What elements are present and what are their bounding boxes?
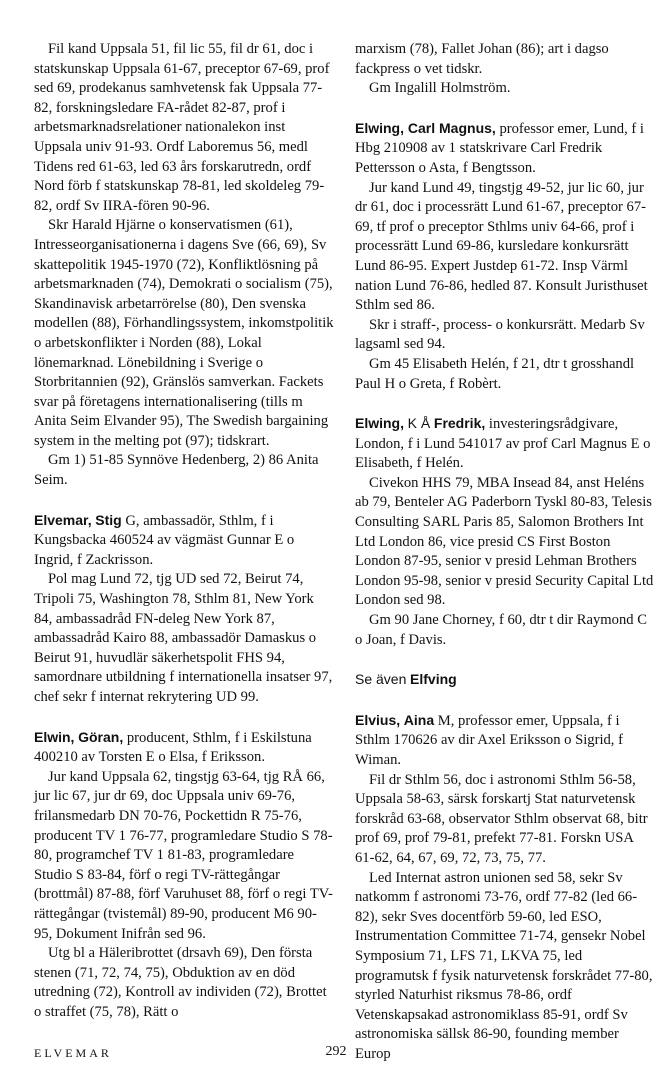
- entry-heading: [355, 119, 655, 179]
- biography-entry-elvius: [355, 711, 655, 1065]
- entry-given-name: Stig: [95, 511, 122, 528]
- entry-surname: Elvemar,: [34, 511, 92, 528]
- entry-heading: [355, 711, 655, 771]
- entry-intro: G, ambassadör, Sthlm, f i Kungsbacka 460524 av vägmäst Gunnar E o Ingrid, f Zackrisson.: [34, 512, 295, 568]
- continued-entry: [355, 40, 655, 99]
- right-column: [355, 40, 655, 1085]
- biography-entry-elwing-carl-magnus: [355, 119, 655, 394]
- entry-paragraph: Fil kand Uppsala 51, fil lic 55, fil dr 61, doc i statskunskap Uppsala 61-67, preceptor 67-69, prof sed 69, prodekanus samhvetensk fak Uppsala 77-82, forskningsledare FA-rådet 82-87, prof i arbetsmarknadsrelationer nationalekon inst Uppsala univ 91-93. Ordf Laboremus 56, medl Tidens red 61-63, led 63 års forskarutredn, ordf Nord förb f statskunskap 78-81, led skoldeleg 79-82, ordf Sv IIRA-fören 90-96.: [34, 41, 330, 214]
- see-also-prefix: Se även: [355, 671, 407, 688]
- entry-intro: producent, Sthlm, f i Eskilstuna 400210 av Torsten E o Elsa, f Eriksson.: [34, 729, 312, 766]
- entry-paragraph: Utg bl a Häleribrottet (drsavh 69), Den första stenen (71, 72, 74, 75), Obduktion av en död utredning (72), Kontroll av individen (72), Brottet o straffet (75, 78), Rätt o: [34, 945, 327, 1020]
- entry-paragraph: marxism (78), Fallet Johan (86); art i dagso fackpress o vet tidskr.: [355, 41, 609, 77]
- entry-paragraph: Jur kand Lund 49, tingstjg 49-52, jur lic 60, jur dr 61, doc i processrätt Lund 61-67, preceptor 67-69, tf prof o preceptor Sthlms univ 64-66, prof i processrätt Lund 69-86, kursledare konkursrätt Lund 86-95. Expert Justdep 61-72. Insp Värml nation Lund 76-86, hedled 87. Konsult Juristhuset Sthlm sed 86.: [355, 179, 648, 314]
- entry-heading: [34, 728, 334, 768]
- entry-given-name: K Å: [407, 415, 431, 432]
- biography-entry-elvemar: [34, 511, 334, 708]
- entry-given-name: Göran,: [78, 728, 124, 745]
- entry-surname: Elwin,: [34, 728, 75, 745]
- entry-paragraph: Gm 90 Jane Chorney, f 60, dtr t dir Raymond C o Joan, f Davis.: [355, 612, 647, 648]
- entry-surname: Elwing,: [355, 415, 404, 432]
- entry-paragraph: Gm 45 Elisabeth Helén, f 21, dtr t grosshandl Paul H o Greta, f Robèrt.: [355, 355, 635, 392]
- entry-paragraph: Civekon HHS 79, MBA Insead 84, anst Heléns ab 79, Benteler AG Paderborn Tyskl 80-83, Telesis Consulting SARL Paris 85, Salomon Brothers Int Ltd London 86, vice presid CS First Boston London 87-95, senior v presid Lehman Brothers London 95-98, senior v presid Security Capital Ltd London sed 98.: [355, 474, 654, 609]
- entry-paragraph: Fil dr Sthlm 56, doc i astronomi Sthlm 56-58, Uppsala 58-63, särsk forskartj Stat naturvetensk forskråd 63-68, observator Sthlm observat 68, bitr prof 69, prof 79-81, prefekt 77-81. Forskn USA 61-62, 64, 67, 69, 72, 73, 75, 77.: [355, 771, 648, 866]
- continued-entry: [34, 40, 334, 491]
- entry-paragraph: Jur kand Uppsala 62, tingstjg 63-64, tjg RÅ 66, jur lic 67, jur dr 69, doc Uppsala univ 69-76, frilansmedarb DN 70-76, Pockettidn R 75-76, producent TV 1 76-77, programledare Studio S 78-80, programchef TV 1 81-83, programledare Studio S 83-84, förf o regi TV-rättegångar (brottmål) 87-88, förf Varuhuset 88, förf o regi TV-rättegångar (tvistemål) 89-90, producent M6 90-95, Dokument Inifrån sed 96.: [34, 768, 333, 942]
- entry-surname-called: Fredrik,: [433, 415, 486, 432]
- entry-paragraph: Gm Ingalill Holmström.: [369, 80, 511, 97]
- entry-paragraph: Skr Harald Hjärne o konservatismen (61), Intresseorganisationerna i dagens Sve (66, 69), Sv skattepolitik 1945-1970 (72), Konfliktlösning på arbetsmarknaden (74), Demokrati o socialism (75), Skandinavisk arbetarrörelse (80), Den svenska modellen (88), Förhandlingssystem, inkomstpolitik o arbetskonflikter i Norden (88), Lokal lönemarknad. Lönebildning i Sverige o Storbritannien (92), Gränslös samverkan. Fackets svar på företagens internationalisering (tills m Anita Seim Elvander 95), The Swedish bargaining system in the melting pot (97); tidskrart.: [34, 217, 334, 449]
- running-head: ELVEMAR: [34, 1046, 112, 1060]
- entry-heading: [34, 511, 334, 571]
- entry-paragraph: Gm 1) 51-85 Synnöve Hedenberg, 2) 86 Anita Seim.: [34, 452, 319, 489]
- entry-paragraph: Led Internat astron unionen sed 58, sekr Sv natkomm f astronomi 73-76, ordf 77-82 (led 66-82), sekr Sves docentförb 59-60, led ESO, Instrumentation Committee 71-74, gensekr Nobel Symposium 71, LFS 71, LKVA 75, led programutsk f fysik naturvetensk forskrådet 77-80, styrled Naturhist riksmus 78-86, ordf Vetenskapsakad astronomiklass 85-91, ordf Sv astronomiska sällsk 86-90, founding member Europ: [355, 869, 653, 1062]
- entry-surname: Elwing, Carl Magnus,: [355, 119, 496, 136]
- entry-intro: investeringsrådgivare, London, f i Lund 541017 av prof Carl Magnus E o Elisabeth, f Helén.: [355, 416, 651, 472]
- entry-surname: Elvius,: [355, 711, 401, 728]
- see-also-name: Elfving: [410, 671, 457, 688]
- entry-intro: M, professor emer, Uppsala, f i Sthlm 170626 av dir Axel Eriksson o Sigrid, f Wiman.: [355, 712, 623, 768]
- see-also-reference: [355, 670, 655, 691]
- left-column: [34, 40, 334, 1043]
- entry-intro: professor emer, Lund, f i Hbg 210908 av 1 statskrivare Carl Fredrik Pettersson o Asta, f Bengtsson.: [355, 120, 644, 176]
- entry-heading: [355, 414, 655, 474]
- entry-paragraph: Pol mag Lund 72, tjg UD sed 72, Beirut 74, Tripoli 75, Washington 78, Sthlm 81, New York 84, ambassadråd FN-deleg New York 87, ambassadråd Kairo 88, ambassadör Damaskus o Beirut 91, huvudlär säkerhetspolit FHS 94, samordnare utbildning f internationella insatser 97, chef sekr f internat rekrytering UD 99.: [34, 571, 333, 705]
- page-number: 292: [325, 1044, 347, 1059]
- biography-entry-elwing-fredrik: [355, 414, 655, 650]
- entry-given-name: Aina: [403, 711, 435, 728]
- entry-paragraph: Skr i straff-, process- o konkursrätt. Medarb Sv lagsaml sed 94.: [355, 316, 645, 353]
- biography-entry-elwin: [34, 728, 334, 1023]
